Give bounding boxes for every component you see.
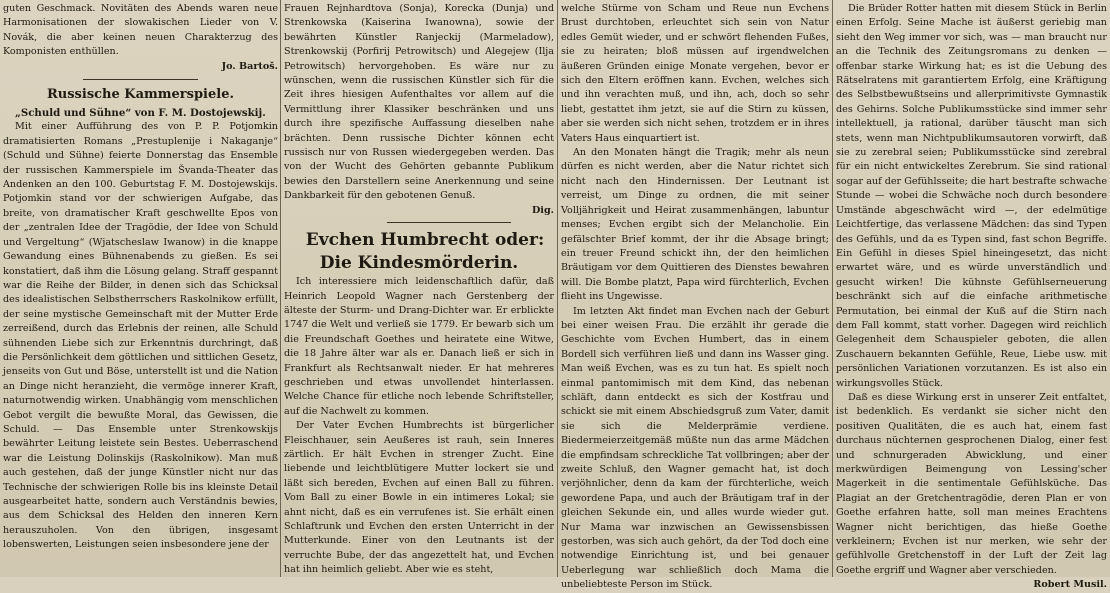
article-body-continued: Frauen Rejnhardtova (Sonja), Korecka (Dunja) und Strenkowska (Kaiserina Iwanowna), sowie der bewährten Künstler Ranjeckij (Marmeladow), Strenkowskij (Porfirij Petrowitsch) und Alegejew (Ilja Petrowitsch) hervorgehoben. Es wäre nur zu wünschen, wenn die russischen Künstler sich für die Zeit ihres hiesigen Aufenthaltes vor allem auf die Vermittlung ihrer Klassiker beschränken und uns durch ihre spezifische Auffassung dieselben nahe brächten. Denn russische Dichter können echt russisch nur von Russen wiedergegeben werden. Das von der Wucht des Gehörten gebannte Publikum bewies den Darstellern seine Anerkennung und seine Dankbarkeit für den gebotenen Genuß. (284, 3, 554, 202)
article-paragraph: welche Stürme von Scham und Reue nun Evchens Brust durchtoben, erleuchtet sich sein von Natur edles Gemüt wieder, und er schwört flehenden Fußes, sie zu heiraten; bloß müssen auf irgendwelchen äußeren Gründen einige Monate vergehen, bevor er sich den Eltern eröffnen kann. Evchen, welches sich und ihn verachten muß, und ihn, ach, doch so sehr liebt, gestattet ihm jetzt, sie auf die Stirn zu küssen, aber sie werden sich nicht sehen, trotzdem er in ihres Vaters Haus einquartiert ist. (561, 3, 829, 144)
concert-review-signature: Jo. Bartoš. (221, 60, 278, 72)
article-subheading: „Schuld und Sühne“ von F. M. Dostojewskij. (15, 107, 266, 120)
article-paragraph: An den Monaten hängt die Tragik; mehr als neun dürfen es nicht werden, aber die Natur richtet sich nicht nach den Hindernissen. Der Leutnant ist verreist, um Dinge zu ordnen, die mit seiner Volljährigkeit und Heirat zusammenhängen, labuntur menses; Evchen ergibt sich der Melancholie. Ein gefälschter Brief kommt, der ihr die Absage bringt; ein treuer Freund schickt ihn, der den heimlichen Bräutigam vor dem Quittieren des Dienstes bewahren will. Die Bombe platzt, Papa wird fürchterlich, Evchen flieht ins Ungewisse. (561, 147, 829, 303)
article-paragraph: Im letzten Akt findet man Evchen nach der Geburt bei einer weisen Frau. Die erzählt ihr gerade die Geschichte vom Evchen Humbert, das in einem Bordell sich verführen ließ und dann ins Wasser ging. Man weiß Evchen, was es zu tun hat. Es spielt noch einmal pantomimisch mit dem Kind, das nebenan schläft, dann entdeckt es sich der Kostfrau und schickt sie mit einem Abschiedsgruß zum Vater, damit sie sich die Melderprämie verdiene. Biedermeierzeitgemäß müßte nun das arme Mädchen die empfindsam schreckliche Tat vollbringen; aber der zweite Schluß, den Wagner gemacht hat, ist doch verjöhnlicher, denn da kam der fürchterliche, weich gewordene Papa, und auch der Bräutigam traf in der gleichen Sekunde ein, und alles wurde wieder gut. Nur Mama war inzwischen an Gewissensbissen gestorben, was sich auch gehört, da der Tod doch eine notwendige Einrichtung ist, und bei genauer Ueberlegung war schließlich doch Mama die unbeliebteste Person im Stück. (561, 305, 829, 591)
column-1 (3, 0, 278, 577)
column-3 (561, 0, 829, 591)
article-headline: Evchen Humbrecht oder: Die Kindesmörderin. (305, 230, 545, 274)
column-rule (280, 0, 281, 577)
article-body: Mit einer Aufführung des von P. P. Potjomkin dramatisierten Romans „Prestuplenije i Nakaganje“ (Schuld und Sühne) feierte Donnerstag das Ensemble der russischen Kammerspiele im Švanda-Theater das Andenken an den 100. Geburtstag F. M. Dostojewskijs. Potjomkin stand vor der schwierigen Aufgabe, das breite, von dramatischer Kraft geschwellte Epos von der „zentralen Idee der Tragödie, der Idee von Schuld und Vergeltung“ (Wjatscheslaw Iwanow) in die knappe Gewandung eines Bühnenabends zu gießen. Es sei konstatiert, daß ihm die Lösung gelang. Straff gespannt war die Reihe der Bilder, in denen sich das Schicksal des idealistischen Selbstherrschers Raskolnikow erfüllt, der seine mystische Gemeinschaft mit der Mutter Erde zerreißend, durch das Erlebnis der reinen, alle Schuld sühnenden Liebe sich zur Erkenntnis durchringt, daß die Persönlichkeit dem göttlichen und sittlichen Gesetz, jenseits von Gut und Böse, unterstellt ist und die Nation an Dinge nicht heranzieht, die vermöge innerer Kraft, naturnotwendig wirken. Unabhängig vom menschlichen Gebot vergilt die bewußte Moral, das Gewissen, die Schuld. — Das Ensemble unter Strenkowskijs bewährter Leitung leistete sein Bestes. Ueberraschend war die Leistung Dolinskijs (Raskolnikow). Man muß auch gestehen, daß der junge Künstler nicht nur das Technische der schwierigen Rolle bis ins kleinste Detail ausgearbeitet hatte, sondern auch Verständnis bewies, aus dem Schicksal des Helden den inneren Kern herauszuholen. Von den übrigen, insgesamt lobenswerten, Leistungen seien insbesondere jene der (3, 121, 278, 551)
column-rule (557, 0, 558, 577)
article-signature: Dig. (531, 204, 554, 216)
column-2 (284, 0, 554, 577)
column-4 (836, 0, 1107, 591)
section-divider (387, 222, 511, 223)
article-signature: Robert Musil. (1033, 579, 1107, 591)
column-rule (832, 0, 833, 577)
article-paragraph: Ich interessiere mich leidenschaftlich dafür, daß Heinrich Leopold Wagner nach Gerstenberg der älteste der Sturm- und Drang-Dichter war. Er erblickte 1747 die Welt und verließ sie 1779. Er bewarb sich um die Freundschaft Goethes und heiratete eine Witwe, die 18 Jahre älter war als er. Danach ließ er sich in Frankfurt als Rechtsanwalt nieder. Er hat mehreres geschrieben und etwas unvollendet hinterlassen. Welche Chance für etliche noch lebende Schriftsteller, auf die Nachwelt zu kommen. (284, 276, 554, 417)
concert-review-ending: guten Geschmack. Novitäten des Abends waren neue Harmonisationen der slowakischen Lieder von V. Novák, die aber keinen neuen Charakterzug des Komponisten enthüllen. (3, 3, 278, 58)
section-heading: Russische Kammerspiele. (46, 87, 235, 103)
article-paragraph: Daß es diese Wirkung erst in unserer Zeit entfaltet, ist bedenklich. Es verdankt sie sicher nicht den positiven Qualitäten, die es auch hat, einem fast durchaus nüchternen gesprochenen Dialog, einer fest und schnurgeraden Abwicklung, und einer merkwürdigen Beimengung von Lessing'scher Magerkeit in die sentimentale Gefühlsküche. Das Plagiat an der Gretchentragödie, deren Plan er von Goethe erfahren hatte, soll man meines Erachtens Wagner nicht berichtigen, das hieße Goethe verkleinern; Evchen ist nur merken, wie sehr der gefühlvolle Gretchenstoff in der Luft der Zeit lag Goethe ergriff und Wagner aber verschieden. (836, 391, 1107, 576)
article-paragraph: Die Brüder Rotter hatten mit diesem Stück in Berlin einen Erfolg. Seine Mache ist äußerst geriebig man sieht den Weg immer vor sich, was — man braucht nur an die Technik des Zeitungsromans zu denken — offenbar starke Wirkung hat; es ist die Uebung des Rätselratens mit garantiertem Erfolg, eine Kräftigung des Selbstbewußtseins und allerprimitivste Gymnastik des Gehirns. Solche Publikumsstücke sind immer sehr intellektuell, ja rational, darüber täuscht man sich stets, wenn man Nichtpublikumsautoren vorwirft, daß sie zu zerebral seien; Publikumsstücke sind zerebral für ein nicht entwickeltes Zerebrum. Sie sind rational sogar auf der Gefühlsseite; die hart bestrafte schwache Stunde — wobei die Schwäche noch durch besondere Umstände abgeschwächt wird —, der edelmütige Leichtfertige, das verlassene Mädchen: das sind Typen des Gefühls, und da es Typen sind, fast schon Begriffe. Ein Gefühl in dieses Spiel hineingesetzt, das nicht erwartet wäre, und es würde unverständlich und gesucht wirken! Die kühnste Gefühlserneuerung beschränkt sich auf die einfache arithmetische Permutation, bei einmal der Kuß auf die Stirn nach dem Fall kommt, statt vorher. Dagegen wird reichlich Gelegenheit dem Schauspieler geboten, die allen Zuschauern bekannten Gefühle, Reue, Liebe usw. mit persönlichen Variationen vorzutanzen. Es ist also ein wirkungsvolles Stück. (836, 3, 1107, 389)
article-paragraph: Der Vater Evchen Humbrechts ist bürgerlicher Fleischhauer, sein Aeußeres ist rauh, sein Inneres zärtlich. Er hält Evchen in strenger Zucht. Eine liebende und leichtblütigere Mutter lockert sie und läßt sich bereden, Evchen auf einen Ball zu führen. Vom Ball zu einer Bowle in ein intimeres Lokal; sie ahnt nicht, daß es ein verrufenes ist. Sie erhält einen Schlaftrunk und Evchen den ersten Unterricht in der Mutterkunde. Einer von den Leutnants ist der verruchte Bube, der das angezettelt hat, und Evchen hat ihn heimlich geliebt. Aber wie es steht, (284, 420, 554, 576)
section-divider (83, 79, 199, 80)
